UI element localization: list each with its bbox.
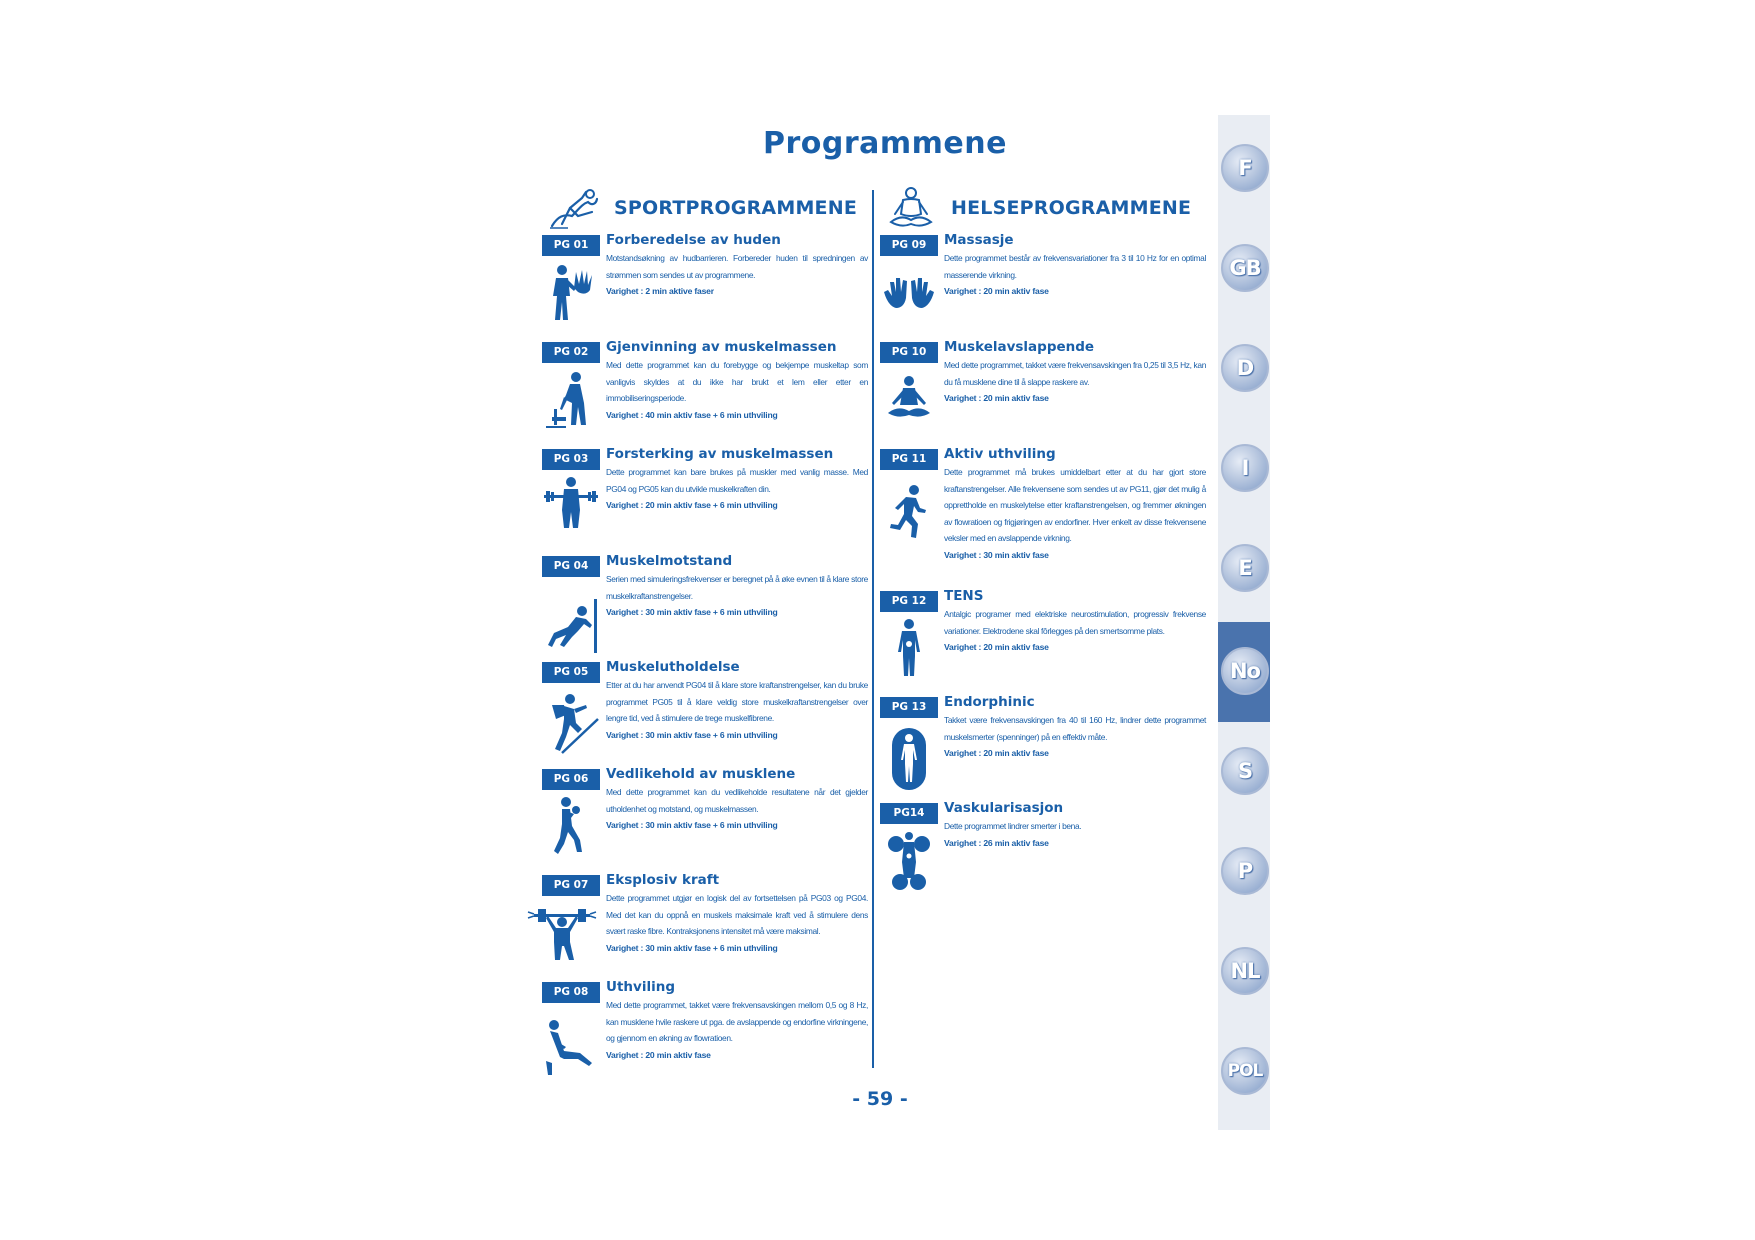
program-code-badge: PG 08: [542, 982, 600, 1003]
program-title: Gjenvinning av muskelmassen: [606, 339, 837, 355]
program-title: Muskelmotstand: [606, 553, 733, 569]
program-duration: Varighet : 30 min aktiv fase + 6 min uthviling: [606, 942, 778, 953]
program-description: Motstandsøkning av hudbarrieren. Forbereder huden til spredningen av strømmen som sendes ut av programmene.: [606, 253, 868, 280]
program-description: Med dette programmet, takket være frekvensavskingen mellom 0,5 og 8 Hz, kan musklene hvile raskere ut pga. de avslappende og endorfine virkningene, og gjennom en økning av flowratioen.: [606, 1000, 868, 1043]
program-code-badge: PG 10: [880, 342, 938, 363]
program-description: Serien med simuleringsfrekvenser er beregnet på å øke evnen til å klare store muskelkraftanstrengelser.: [606, 574, 868, 601]
program-title: Endorphinic: [944, 694, 1035, 710]
program-code-badge: PG 01: [542, 235, 600, 256]
program-description: Takket være frekvensavskingen fra 40 til 160 Hz, lindrer dette programmet muskelsmerter (spenninger) på en effektiv måte.: [944, 715, 1206, 742]
program-description: Med dette programmet kan du forebygge og bekjempe muskeltap som vanligvis skyldes at du ikke har brukt et lem eller etter en immobiliseringsperiode.: [606, 360, 868, 403]
language-code: No: [1229, 659, 1260, 683]
program-code-badge: PG 09: [880, 235, 938, 256]
program-duration: Varighet : 26 min aktiv fase: [944, 837, 1049, 848]
program-description: Dette programmet består av frekvensvariationer fra 3 til 10 Hz for en optimal masserende virkning.: [944, 253, 1206, 280]
program-description: Antalgic programer med elektriske neurostimulation, progressiv frekvense variationer. Elektrodene skal fôrlegges på den smertsomme plats.: [944, 609, 1206, 636]
program-title: Vedlikehold av musklene: [606, 766, 796, 782]
runner-icon: [880, 482, 938, 544]
program-code-badge: PG 03: [542, 449, 600, 470]
hand-figure-icon: [542, 262, 600, 324]
language-code: F: [1238, 156, 1252, 180]
weightlifter-icon: [542, 476, 600, 538]
program-description: Dette programmet lindrer smerter i bena.: [944, 821, 1082, 831]
language-code: POL: [1227, 1061, 1263, 1081]
circulation-figure-icon: [880, 830, 938, 892]
pushing-figure-icon: [542, 591, 600, 653]
language-code: I: [1241, 456, 1249, 480]
language-code: D: [1236, 356, 1254, 380]
program-duration: Varighet : 20 min aktiv fase: [944, 286, 1049, 296]
language-code: NL: [1230, 959, 1260, 983]
health-heading-label: HELSEPROGRAMMENE: [951, 197, 1192, 219]
program-code-badge: PG 13: [880, 697, 938, 718]
program-code-badge: PG 05: [542, 662, 600, 683]
program-duration: Varighet : 20 min aktiv fase: [606, 1049, 711, 1060]
program-description: Med dette programmet kan du vedlikeholde resultatene når det gjelder utholdenhet og motstand, og muskelmassen.: [606, 787, 868, 814]
lotus-figure-icon: [880, 369, 938, 431]
program-title: Forsterking av muskelmassen: [606, 446, 834, 462]
program-duration: Varighet : 20 min aktiv fase: [944, 748, 1049, 758]
program-title: Muskelutholdelse: [606, 659, 740, 675]
language-tab-no[interactable]: [1221, 647, 1269, 695]
program-code-badge: PG 12: [880, 591, 938, 612]
program-description: Etter at du har anvendt PG04 til å klare store kraftanstrengelser, kan du bruke programmet PG05 til å klare veldig store muskelkraftanstrengelser over lengre tid, ved å stimulere de trege muskelfibrene.: [606, 680, 868, 723]
program-code-badge: PG 06: [542, 769, 600, 790]
climber-icon: [542, 693, 600, 755]
page-title: Programmene: [763, 126, 1007, 161]
program-description: Dette programmet kan bare brukes på muskler med vanlig masse. Med PG04 og PG05 kan du utvikle muskelkraften din.: [606, 467, 868, 494]
language-code: GB: [1229, 256, 1261, 280]
meditation-icon: [885, 186, 937, 230]
language-code: P: [1237, 859, 1253, 883]
language-tab-f[interactable]: [1221, 144, 1269, 192]
sport-heading-label: SPORTPROGRAMMENE: [614, 197, 858, 219]
program-code-badge: PG14: [880, 803, 938, 824]
running-athlete-icon: [548, 186, 600, 230]
program-code-badge: PG 02: [542, 342, 600, 363]
language-code: E: [1238, 556, 1252, 580]
language-tab-e[interactable]: [1221, 544, 1269, 592]
health-heading: [885, 186, 1191, 230]
reclining-figure-icon: [542, 1017, 600, 1079]
program-code-badge: PG 11: [880, 449, 938, 470]
program-duration: Varighet : 30 min aktiv fase: [944, 549, 1049, 560]
program-duration: Varighet : 30 min aktiv fase + 6 min uthviling: [606, 607, 778, 617]
program-duration: Varighet : 20 min aktiv fase: [944, 393, 1049, 403]
program-title: Muskelavslappende: [944, 339, 1095, 355]
language-code: S: [1237, 759, 1253, 783]
program-duration: Varighet : 40 min aktiv fase + 6 min uthviling: [606, 409, 778, 420]
language-tab-i[interactable]: [1221, 444, 1269, 492]
program-title: Eksplosiv kraft: [606, 872, 720, 888]
language-tab-d[interactable]: [1221, 344, 1269, 392]
body-outline-icon: [880, 724, 938, 790]
column-divider: [872, 190, 874, 1068]
program-duration: Varighet : 2 min aktive faser: [606, 286, 714, 296]
language-tab-pol[interactable]: [1221, 1047, 1269, 1095]
sport-heading: [548, 186, 857, 230]
program-description: Med dette programmet, takket være frekvensavskingen fra 0,25 til 3,5 Hz, kan du få musklene dine til å slappe raskere av.: [944, 360, 1207, 387]
program-code-badge: PG 04: [542, 556, 600, 577]
program-title: Massasje: [944, 232, 1014, 248]
program-description: Dette programmet må brukes umiddelbart etter at du har gjort store kraftanstrengelser. Alle frekvensene som sendes ut av PG11, gjør det mulig å opprettholde en muskelytelse etter kraftanstrengelsen, og fremmer økningen av flowratioen og frigjøringen av endorfiner. Hver enkelt av disse frekvensene veksler med en avslappende virkning.: [944, 467, 1206, 543]
program-title: Aktiv uthviling: [944, 446, 1056, 462]
program-title: TENS: [944, 588, 984, 604]
ball-player-icon: [542, 796, 600, 858]
program-title: Vaskularisasjon: [944, 800, 1064, 816]
program-title: Uthviling: [606, 979, 675, 995]
language-tab-s[interactable]: [1221, 747, 1269, 795]
program-code-badge: PG 07: [542, 875, 600, 896]
program-duration: Varighet : 20 min aktiv fase: [944, 642, 1049, 652]
program-description: Dette programmet utgjør en logisk del av fortsettelsen på PG03 og PG04. Med det kan du oppnå en muskels maksimale kraft ved å stimulere dens svært raske fibre. Kontraksjonens intensitet må være maksimal.: [606, 893, 868, 936]
program-title: Forberedelse av huden: [606, 232, 781, 248]
hands-icon: [880, 262, 938, 324]
standing-figure-icon: [880, 618, 938, 680]
language-tab-p[interactable]: [1221, 847, 1269, 895]
language-tab-gb[interactable]: [1221, 244, 1269, 292]
language-tab-nl[interactable]: [1221, 947, 1269, 995]
program-duration: Varighet : 20 min aktiv fase + 6 min uthviling: [606, 500, 778, 510]
program-duration: Varighet : 30 min aktiv fase + 6 min uthviling: [606, 820, 778, 830]
program-duration: Varighet : 30 min aktiv fase + 6 min uthviling: [606, 729, 778, 740]
rehab-figure-icon: [542, 369, 600, 431]
barbell-lifter-icon: [526, 902, 598, 964]
page-number: - 59 -: [852, 1088, 908, 1110]
